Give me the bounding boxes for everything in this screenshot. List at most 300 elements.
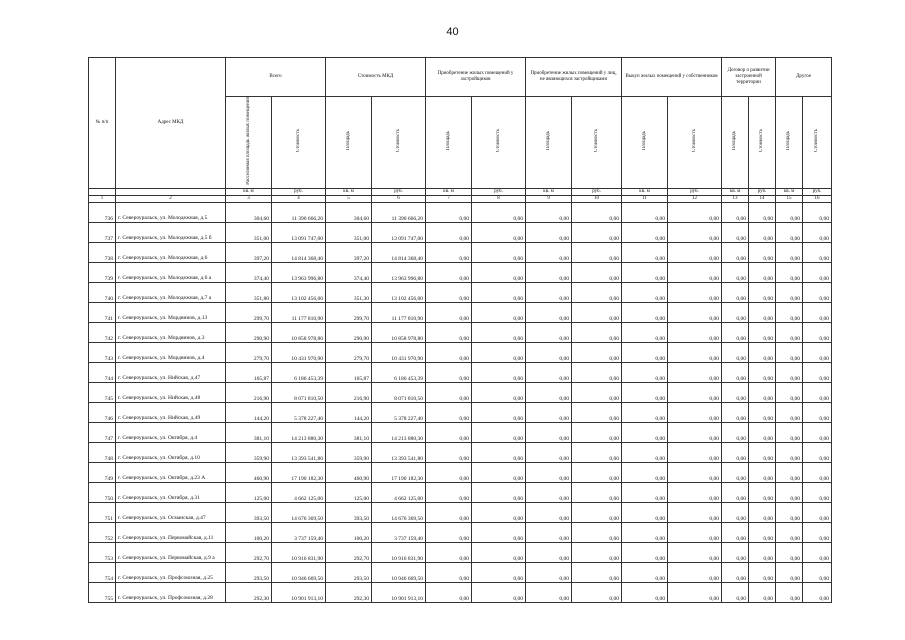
total-cost-cell: 10 901 913,10	[272, 582, 326, 602]
table-row	[89, 482, 832, 502]
subheader-area: Площадь	[722, 97, 749, 189]
mkd-area-cell: 144,20	[326, 402, 372, 422]
zero-value-cell: 0,00	[426, 582, 472, 602]
zero-value-cell: 0,00	[803, 362, 832, 382]
row-number: 744	[89, 362, 116, 382]
mkd-area-cell: 393,50	[326, 502, 372, 522]
zero-value-cell: 0,00	[622, 502, 668, 522]
zero-value-cell: 0,00	[472, 422, 526, 442]
zero-value-cell: 0,00	[472, 582, 526, 602]
mkd-cost-cell: 13 091 747,00	[372, 222, 426, 242]
zero-value-cell: 0,00	[572, 542, 622, 562]
mkd-area-cell: 351,00	[326, 222, 372, 242]
table-row	[89, 402, 832, 422]
address-cell: г. Североуральск, ул. Октября, д.10	[116, 442, 226, 462]
group-header: Приобретение жилых помещений у лиц, не являющихся застройщиками	[526, 58, 622, 97]
address-cell: г. Североуральск, ул. Первомайская, д.11	[116, 522, 226, 542]
total-cost-cell: 11 390 666,20	[272, 202, 326, 222]
zero-value-cell: 0,00	[749, 382, 776, 402]
mkd-cost-cell: 17 190 182,30	[372, 462, 426, 482]
zero-value-cell: 0,00	[776, 222, 803, 242]
zero-value-cell: 0,00	[526, 282, 572, 302]
zero-value-cell: 0,00	[622, 562, 668, 582]
column-number-cell: 8	[472, 195, 526, 202]
row-number: 752	[89, 522, 116, 542]
total-cost-cell: 14 676 369,50	[272, 502, 326, 522]
address-cell: г. Североуральск, ул. Октября, д.23 А	[116, 462, 226, 482]
zero-value-cell: 0,00	[722, 222, 749, 242]
mkd-cost-cell: 4 662 125,00	[372, 482, 426, 502]
zero-value-cell: 0,00	[526, 482, 572, 502]
mkd-area-cell: 304,60	[326, 202, 372, 222]
group-header: Всего	[226, 58, 326, 97]
address-cell: г. Североуральск, ул. Молодежная, д.5	[116, 202, 226, 222]
row-number: 750	[89, 482, 116, 502]
zero-value-cell: 0,00	[426, 422, 472, 442]
mkd-cost-cell: 6 186 453,39	[372, 362, 426, 382]
column-number-cell: 6	[372, 195, 426, 202]
zero-value-cell: 0,00	[472, 522, 526, 542]
subheader-cost: Стоимость	[472, 97, 526, 189]
zero-value-cell: 0,00	[472, 462, 526, 482]
total-cost-cell: 10 858 978,80	[272, 322, 326, 342]
zero-value-cell: 0,00	[722, 322, 749, 342]
mkd-cost-cell: 11 390 666,20	[372, 202, 426, 222]
zero-value-cell: 0,00	[668, 582, 722, 602]
address-cell: г. Североуральск, ул. Первомайская, д.9 а	[116, 542, 226, 562]
column-number-cell: 15	[776, 195, 803, 202]
table-body	[89, 188, 832, 602]
address-cell: г. Североуральск, ул. Мордвинов, д.13	[116, 302, 226, 322]
total-cost-cell: 8 071 810,50	[272, 382, 326, 402]
units-blank	[89, 188, 116, 195]
mkd-cost-cell: 13 102 456,00	[372, 282, 426, 302]
zero-value-cell: 0,00	[572, 402, 622, 422]
zero-value-cell: 0,00	[472, 442, 526, 462]
zero-value-cell: 0,00	[803, 482, 832, 502]
unit-cell: кв. м	[622, 188, 668, 195]
zero-value-cell: 0,00	[472, 562, 526, 582]
zero-value-cell: 0,00	[668, 222, 722, 242]
zero-value-cell: 0,00	[749, 362, 776, 382]
total-cost-cell: 13 102 456,00	[272, 282, 326, 302]
zero-value-cell: 0,00	[426, 262, 472, 282]
address-cell: г. Североуральск, ул. Нийская, д.49	[116, 402, 226, 422]
zero-value-cell: 0,00	[722, 342, 749, 362]
zero-value-cell: 0,00	[426, 322, 472, 342]
zero-value-cell: 0,00	[622, 362, 668, 382]
unit-cell: кв. м	[776, 188, 803, 195]
group-header: Договор о развитии застроенной территории	[722, 58, 776, 97]
mkd-area-cell: 397,20	[326, 242, 372, 262]
total-area-cell: 393,50	[226, 502, 272, 522]
zero-value-cell: 0,00	[622, 262, 668, 282]
subheader-cost: Стоимость	[749, 97, 776, 189]
row-number: 749	[89, 462, 116, 482]
zero-value-cell: 0,00	[749, 522, 776, 542]
zero-value-cell: 0,00	[426, 442, 472, 462]
zero-value-cell: 0,00	[668, 482, 722, 502]
total-cost-cell: 10 916 831,90	[272, 542, 326, 562]
unit-cell: кв. м	[226, 188, 272, 195]
mkd-area-cell: 292,70	[326, 542, 372, 562]
row-number: 741	[89, 302, 116, 322]
zero-value-cell: 0,00	[426, 362, 472, 382]
address-cell: г. Североуральск, ул. Октября, д.4	[116, 422, 226, 442]
zero-value-cell: 0,00	[668, 342, 722, 362]
unit-cell: руб.	[372, 188, 426, 195]
group-header: Приобретение жилых помещений у застройщиков	[426, 58, 526, 97]
address-cell: г. Североуральск, ул. Мордвинов, д.3	[116, 322, 226, 342]
address-cell: г. Североуральск, ул. Октября, д.31	[116, 482, 226, 502]
total-area-cell: 460,90	[226, 462, 272, 482]
zero-value-cell: 0,00	[803, 282, 832, 302]
total-cost-cell: 3 737 159,40	[272, 522, 326, 542]
zero-value-cell: 0,00	[776, 422, 803, 442]
column-number-cell: 11	[622, 195, 668, 202]
mkd-cost-cell: 10 431 970,90	[372, 342, 426, 362]
zero-value-cell: 0,00	[803, 522, 832, 542]
mkd-area-cell: 299,70	[326, 302, 372, 322]
table-row	[89, 562, 832, 582]
zero-value-cell: 0,00	[426, 222, 472, 242]
zero-value-cell: 0,00	[749, 402, 776, 422]
mkd-area-cell: 460,90	[326, 462, 372, 482]
mkd-area-cell: 290,90	[326, 322, 372, 342]
mkd-area-cell: 374,40	[326, 262, 372, 282]
row-number: 747	[89, 422, 116, 442]
zero-value-cell: 0,00	[803, 382, 832, 402]
zero-value-cell: 0,00	[572, 382, 622, 402]
zero-value-cell: 0,00	[622, 322, 668, 342]
zero-value-cell: 0,00	[803, 582, 832, 602]
row-number: 740	[89, 282, 116, 302]
group-header: Другое	[776, 58, 832, 97]
zero-value-cell: 0,00	[426, 342, 472, 362]
zero-value-cell: 0,00	[426, 522, 472, 542]
zero-value-cell: 0,00	[572, 522, 622, 542]
zero-value-cell: 0,00	[749, 222, 776, 242]
address-cell: г. Североуральск, ул. Нийская, д.48	[116, 382, 226, 402]
unit-cell: кв. м	[526, 188, 572, 195]
zero-value-cell: 0,00	[426, 562, 472, 582]
mkd-cost-cell: 14 676 369,50	[372, 502, 426, 522]
total-area-cell: 293,50	[226, 562, 272, 582]
zero-value-cell: 0,00	[776, 362, 803, 382]
table-row	[89, 242, 832, 262]
units-blank	[116, 188, 226, 195]
total-area-cell: 165,87	[226, 362, 272, 382]
zero-value-cell: 0,00	[776, 562, 803, 582]
mkd-area-cell: 125,00	[326, 482, 372, 502]
total-area-cell: 216,90	[226, 382, 272, 402]
zero-value-cell: 0,00	[668, 562, 722, 582]
total-cost-cell: 10 946 669,50	[272, 562, 326, 582]
row-number: 745	[89, 382, 116, 402]
zero-value-cell: 0,00	[622, 582, 668, 602]
zero-value-cell: 0,00	[668, 242, 722, 262]
mkd-cost-cell: 13 963 996,80	[372, 262, 426, 282]
zero-value-cell: 0,00	[776, 302, 803, 322]
zero-value-cell: 0,00	[668, 302, 722, 322]
zero-value-cell: 0,00	[572, 202, 622, 222]
row-number-header: № п/п	[89, 58, 116, 189]
zero-value-cell: 0,00	[722, 462, 749, 482]
zero-value-cell: 0,00	[426, 542, 472, 562]
total-cost-cell: 13 963 996,80	[272, 262, 326, 282]
table-row	[89, 262, 832, 282]
zero-value-cell: 0,00	[572, 242, 622, 262]
table-row	[89, 202, 832, 222]
zero-value-cell: 0,00	[803, 542, 832, 562]
zero-value-cell: 0,00	[572, 302, 622, 322]
column-number-cell: 9	[526, 195, 572, 202]
zero-value-cell: 0,00	[749, 202, 776, 222]
group-header: Стоимость МКД	[326, 58, 426, 97]
zero-value-cell: 0,00	[572, 422, 622, 442]
zero-value-cell: 0,00	[472, 382, 526, 402]
zero-value-cell: 0,00	[803, 322, 832, 342]
zero-value-cell: 0,00	[622, 522, 668, 542]
zero-value-cell: 0,00	[426, 402, 472, 422]
zero-value-cell: 0,00	[526, 242, 572, 262]
zero-value-cell: 0,00	[526, 582, 572, 602]
column-number-cell: 7	[426, 195, 472, 202]
zero-value-cell: 0,00	[622, 402, 668, 422]
row-number: 753	[89, 542, 116, 562]
subheader-cost: Стоимость	[372, 97, 426, 189]
row-number: 751	[89, 502, 116, 522]
mkd-cost-cell: 3 737 159,40	[372, 522, 426, 542]
address-header: Адрес МКД	[116, 58, 226, 189]
zero-value-cell: 0,00	[803, 242, 832, 262]
zero-value-cell: 0,00	[472, 362, 526, 382]
zero-value-cell: 0,00	[776, 482, 803, 502]
unit-cell: руб.	[668, 188, 722, 195]
zero-value-cell: 0,00	[572, 442, 622, 462]
mkd-cost-cell: 10 858 978,80	[372, 322, 426, 342]
table-row	[89, 442, 832, 462]
zero-value-cell: 0,00	[722, 262, 749, 282]
unit-cell: руб.	[472, 188, 526, 195]
zero-value-cell: 0,00	[472, 262, 526, 282]
zero-value-cell: 0,00	[526, 442, 572, 462]
zero-value-cell: 0,00	[472, 482, 526, 502]
table-row	[89, 282, 832, 302]
zero-value-cell: 0,00	[668, 262, 722, 282]
table-row	[89, 522, 832, 542]
zero-value-cell: 0,00	[472, 402, 526, 422]
zero-value-cell: 0,00	[749, 322, 776, 342]
mkd-cost-cell: 10 916 831,90	[372, 542, 426, 562]
total-area-cell: 292,70	[226, 542, 272, 562]
zero-value-cell: 0,00	[526, 462, 572, 482]
total-cost-cell: 11 177 810,90	[272, 302, 326, 322]
unit-cell: руб.	[572, 188, 622, 195]
table-row	[89, 222, 832, 242]
zero-value-cell: 0,00	[803, 422, 832, 442]
unit-cell: кв. м	[722, 188, 749, 195]
zero-value-cell: 0,00	[776, 462, 803, 482]
column-number-cell: 10	[572, 195, 622, 202]
zero-value-cell: 0,00	[722, 502, 749, 522]
zero-value-cell: 0,00	[749, 582, 776, 602]
zero-value-cell: 0,00	[426, 382, 472, 402]
zero-value-cell: 0,00	[622, 442, 668, 462]
zero-value-cell: 0,00	[749, 422, 776, 442]
subheader-cost: Стоимость	[668, 97, 722, 189]
zero-value-cell: 0,00	[749, 482, 776, 502]
zero-value-cell: 0,00	[572, 562, 622, 582]
table-row	[89, 422, 832, 442]
zero-value-cell: 0,00	[622, 542, 668, 562]
table-row	[89, 302, 832, 322]
zero-value-cell: 0,00	[749, 282, 776, 302]
column-number-cell: 14	[749, 195, 776, 202]
units-row	[89, 188, 832, 195]
zero-value-cell: 0,00	[722, 242, 749, 262]
zero-value-cell: 0,00	[722, 282, 749, 302]
zero-value-cell: 0,00	[749, 342, 776, 362]
zero-value-cell: 0,00	[722, 362, 749, 382]
address-cell: г. Североуральск, ул. Молодежная, д.7 а	[116, 282, 226, 302]
zero-value-cell: 0,00	[668, 382, 722, 402]
address-cell: г. Североуральск, ул. Молодежная, д.6 а	[116, 262, 226, 282]
zero-value-cell: 0,00	[749, 542, 776, 562]
total-cost-cell: 14 814 368,40	[272, 242, 326, 262]
subheader-cost: Стоимость	[572, 97, 622, 189]
zero-value-cell: 0,00	[722, 302, 749, 322]
row-number: 739	[89, 262, 116, 282]
row-number: 748	[89, 442, 116, 462]
group-header: Выкуп жилых помещений у собственников	[622, 58, 722, 97]
zero-value-cell: 0,00	[526, 402, 572, 422]
resettlement-table	[88, 57, 832, 603]
zero-value-cell: 0,00	[668, 202, 722, 222]
column-number-cell: 4	[272, 195, 326, 202]
unit-cell: руб.	[749, 188, 776, 195]
zero-value-cell: 0,00	[526, 222, 572, 242]
zero-value-cell: 0,00	[572, 322, 622, 342]
address-cell: г. Североуральск, ул. Профсоюзная, д.28	[116, 582, 226, 602]
zero-value-cell: 0,00	[749, 562, 776, 582]
mkd-area-cell: 292,30	[326, 582, 372, 602]
zero-value-cell: 0,00	[803, 202, 832, 222]
total-cost-cell: 10 431 970,90	[272, 342, 326, 362]
table-row	[89, 542, 832, 562]
mkd-area-cell: 279,70	[326, 342, 372, 362]
subheader-area: Площадь	[326, 97, 372, 189]
column-number-cell: 3	[226, 195, 272, 202]
zero-value-cell: 0,00	[622, 422, 668, 442]
zero-value-cell: 0,00	[526, 302, 572, 322]
zero-value-cell: 0,00	[472, 202, 526, 222]
zero-value-cell: 0,00	[803, 222, 832, 242]
unit-cell: кв. м	[326, 188, 372, 195]
table-row	[89, 362, 832, 382]
zero-value-cell: 0,00	[572, 282, 622, 302]
zero-value-cell: 0,00	[749, 462, 776, 482]
zero-value-cell: 0,00	[776, 502, 803, 522]
mkd-area-cell: 100,20	[326, 522, 372, 542]
zero-value-cell: 0,00	[526, 562, 572, 582]
zero-value-cell: 0,00	[572, 222, 622, 242]
unit-cell: кв. м	[426, 188, 472, 195]
zero-value-cell: 0,00	[426, 502, 472, 522]
zero-value-cell: 0,00	[472, 222, 526, 242]
total-area-cell: 374,40	[226, 262, 272, 282]
zero-value-cell: 0,00	[572, 262, 622, 282]
zero-value-cell: 0,00	[722, 522, 749, 542]
zero-value-cell: 0,00	[572, 342, 622, 362]
zero-value-cell: 0,00	[722, 582, 749, 602]
subheader-area: Площадь	[526, 97, 572, 189]
mkd-cost-cell: 14 213 880,30	[372, 422, 426, 442]
zero-value-cell: 0,00	[668, 402, 722, 422]
mkd-area-cell: 351,30	[326, 282, 372, 302]
zero-value-cell: 0,00	[749, 442, 776, 462]
subheader-cost: Стоимость	[272, 97, 326, 189]
row-number: 742	[89, 322, 116, 342]
zero-value-cell: 0,00	[776, 442, 803, 462]
zero-value-cell: 0,00	[622, 302, 668, 322]
mkd-area-cell: 293,50	[326, 562, 372, 582]
zero-value-cell: 0,00	[526, 422, 572, 442]
zero-value-cell: 0,00	[722, 562, 749, 582]
total-cost-cell: 5 378 227,40	[272, 402, 326, 422]
zero-value-cell: 0,00	[572, 502, 622, 522]
total-area-cell: 304,60	[226, 202, 272, 222]
row-number: 743	[89, 342, 116, 362]
mkd-cost-cell: 10 901 913,10	[372, 582, 426, 602]
zero-value-cell: 0,00	[776, 202, 803, 222]
column-number-row	[89, 195, 832, 202]
subheader-total-area: Расселяемая площадь жилых помещений	[226, 97, 272, 189]
zero-value-cell: 0,00	[622, 482, 668, 502]
zero-value-cell: 0,00	[526, 362, 572, 382]
address-cell: г. Североуральск, ул. Молодежная, д.5 б	[116, 222, 226, 242]
zero-value-cell: 0,00	[426, 282, 472, 302]
column-number-cell: 2	[116, 195, 226, 202]
zero-value-cell: 0,00	[722, 442, 749, 462]
column-number-cell: 13	[722, 195, 749, 202]
zero-value-cell: 0,00	[668, 322, 722, 342]
zero-value-cell: 0,00	[622, 222, 668, 242]
zero-value-cell: 0,00	[426, 202, 472, 222]
zero-value-cell: 0,00	[426, 302, 472, 322]
zero-value-cell: 0,00	[776, 242, 803, 262]
zero-value-cell: 0,00	[472, 302, 526, 322]
total-cost-cell: 4 662 125,00	[272, 482, 326, 502]
zero-value-cell: 0,00	[622, 462, 668, 482]
total-area-cell: 351,00	[226, 222, 272, 242]
subheader-area: Площадь	[776, 97, 803, 189]
column-number-cell: 12	[668, 195, 722, 202]
subheader-area: Площадь	[426, 97, 472, 189]
zero-value-cell: 0,00	[472, 322, 526, 342]
zero-value-cell: 0,00	[526, 262, 572, 282]
table-row	[89, 342, 832, 362]
address-cell: г. Североуральск, ул. Османская, д.47	[116, 502, 226, 522]
row-number: 737	[89, 222, 116, 242]
zero-value-cell: 0,00	[722, 542, 749, 562]
zero-value-cell: 0,00	[572, 462, 622, 482]
zero-value-cell: 0,00	[722, 402, 749, 422]
mkd-cost-cell: 14 814 368,40	[372, 242, 426, 262]
zero-value-cell: 0,00	[526, 322, 572, 342]
zero-value-cell: 0,00	[472, 242, 526, 262]
total-area-cell: 125,00	[226, 482, 272, 502]
